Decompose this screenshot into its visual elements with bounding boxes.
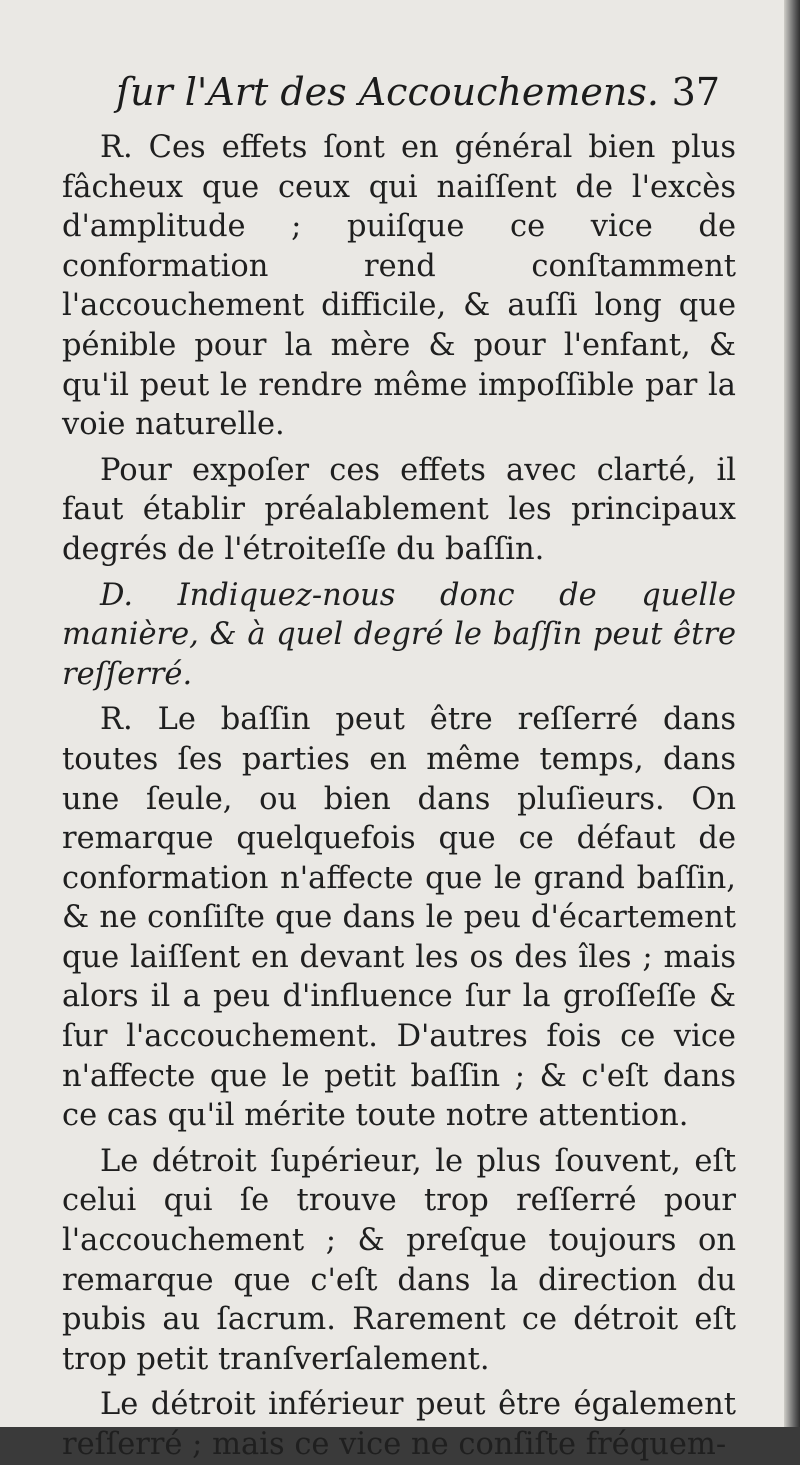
page-number: 37 [671, 70, 720, 114]
paragraph-question: D. Indiquez-nous donc de quelle manière, & à quel degré le baſſin peut être reſſerré. [62, 577, 736, 692]
paragraph-answer-1: R. Ces effets ſont en général bien plus fâcheux que ceux qui naiſſent de l'excès d'amplitude ; puiſque ce vice de conformation rend conſtamment l'accouchement difficile, & auſſi long que pénible pour la mère & pour l'enfant, & qu'il peut le rendre même impoſſible par la voie naturelle. [62, 130, 736, 443]
paragraph-6: Le détroit inférieur peut être également reſſerré ; mais ce vice ne conſiſte fréquem- [62, 1387, 736, 1462]
page-body [62, 128, 736, 1465]
paragraph-5: Le détroit ſupérieur, le plus ſouvent, eſt celui qui ſe trouve trop reſſerré pour l'accouchement ; & preſque toujours on remarque que c'eſt dans la direction du pubis au ſacrum. Rarement ce détroit eſt trop petit tranſverſalement. [62, 1143, 736, 1377]
page-edge-shadow [784, 0, 800, 1427]
paragraph-answer-2: R. Le baſſin peut être reſſerré dans toutes ſes parties en même temps, dans une ſeule, ou bien dans pluſieurs. On remarque quelquefois que ce défaut de conformation n'affecte que le grand baſſin, & ne conſiſte que dans le peu d'écartement que laiſſent en devant les os des îles ; mais alors il a peu d'influence ſur la groſſeſſe & ſur l'accouchement. D'autres fois ce vice n'affecte que le petit baſſin ; & c'eſt dans ce cas qu'il mérite toute notre attention. [62, 702, 736, 1134]
running-title: ſur l'Art des Accouchemens. [116, 70, 659, 114]
running-header [100, 70, 720, 130]
paragraph-2: Pour expoſer ces effets avec clarté, il faut établir préalablement les principaux degrés de l'étroiteſſe du baſſin. [62, 452, 736, 567]
